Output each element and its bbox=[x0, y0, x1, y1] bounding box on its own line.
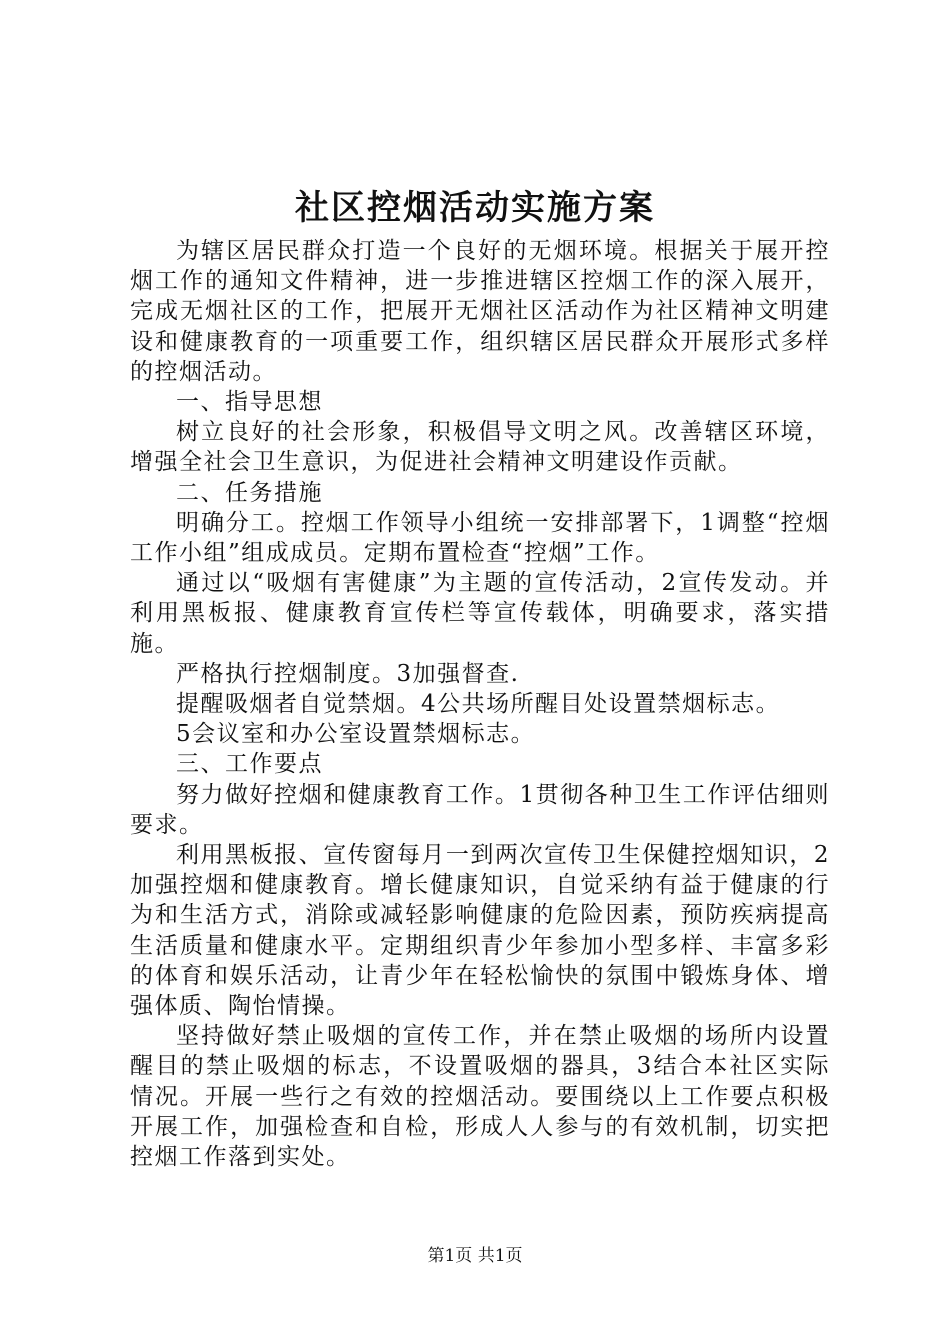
body-paragraph: 坚持做好禁止吸烟的宣传工作，并在禁止吸烟的场所内设置醒目的禁止吸烟的标志，不设置吸烟的器具，3结合本社区实际情况。开展一些行之有效的控烟活动。要围绕以上工作要点积极开展工作，加强检查和自检，形成人人参与的有效机制，切实把控烟工作落到实处。 bbox=[130, 1023, 830, 1171]
intro-paragraph: 为辖区居民群众打造一个良好的无烟环境。根据关于展开控烟工作的通知文件精神，进一步推进辖区控烟工作的深入展开，完成无烟社区的工作，把展开无烟社区活动作为社区精神文明建设和健康教育的一项重要工作，组织辖区居民群众开展形式多样的控烟活动。 bbox=[130, 238, 830, 385]
body-paragraph: 通过以“吸烟有害健康”为主题的宣传活动，2宣传发动。并利用黑板报、健康教育宣传栏等宣传载体，明确要求，落实措施。 bbox=[130, 570, 830, 657]
document-title: 社区控烟活动实施方案 bbox=[295, 188, 655, 228]
body-paragraph: 严格执行控烟制度。3加强督查. bbox=[176, 660, 520, 687]
body-paragraph: 明确分工。控烟工作领导小组统一安排部署下，1调整“控烟工作小组”组成成员。定期布置检查“控烟”工作。 bbox=[130, 509, 830, 567]
body-paragraph: 提醒吸烟者自觉禁烟。4公共场所醒目处设置禁烟标志。 bbox=[176, 691, 781, 718]
page-footer: 第1页 共1页 bbox=[427, 1246, 523, 1266]
section-heading-work-points: 三、工作要点 bbox=[176, 751, 323, 778]
section-heading-task-measures: 二、任务措施 bbox=[176, 479, 323, 506]
body-paragraph: 树立良好的社会形象，积极倡导文明之风。改善辖区环境，增强全社会卫生意识，为促进社会精神文明建设作贡献。 bbox=[130, 419, 830, 476]
document-body bbox=[130, 236, 830, 1172]
body-paragraph: 5会议室和办公室设置禁烟标志。 bbox=[176, 721, 536, 748]
body-paragraph: 利用黑板报、宣传窗每月一到两次宣传卫生保健控烟知识，2加强控烟和健康教育。增长健康知识，自觉采纳有益于健康的行为和生活方式，消除或减轻影响健康的危险因素，预防疾病提高生活质量和健康水平。定期组织青少年参加小型多样、丰富多彩的体育和娱乐活动，让青少年在轻松愉快的氛围中锻炼身体、增强体质、陶怡情操。 bbox=[130, 842, 830, 1020]
section-heading-guiding-thought: 一、指导思想 bbox=[176, 389, 323, 416]
body-paragraph: 努力做好控烟和健康教育工作。1贯彻各种卫生工作评估细则要求。 bbox=[130, 781, 830, 838]
